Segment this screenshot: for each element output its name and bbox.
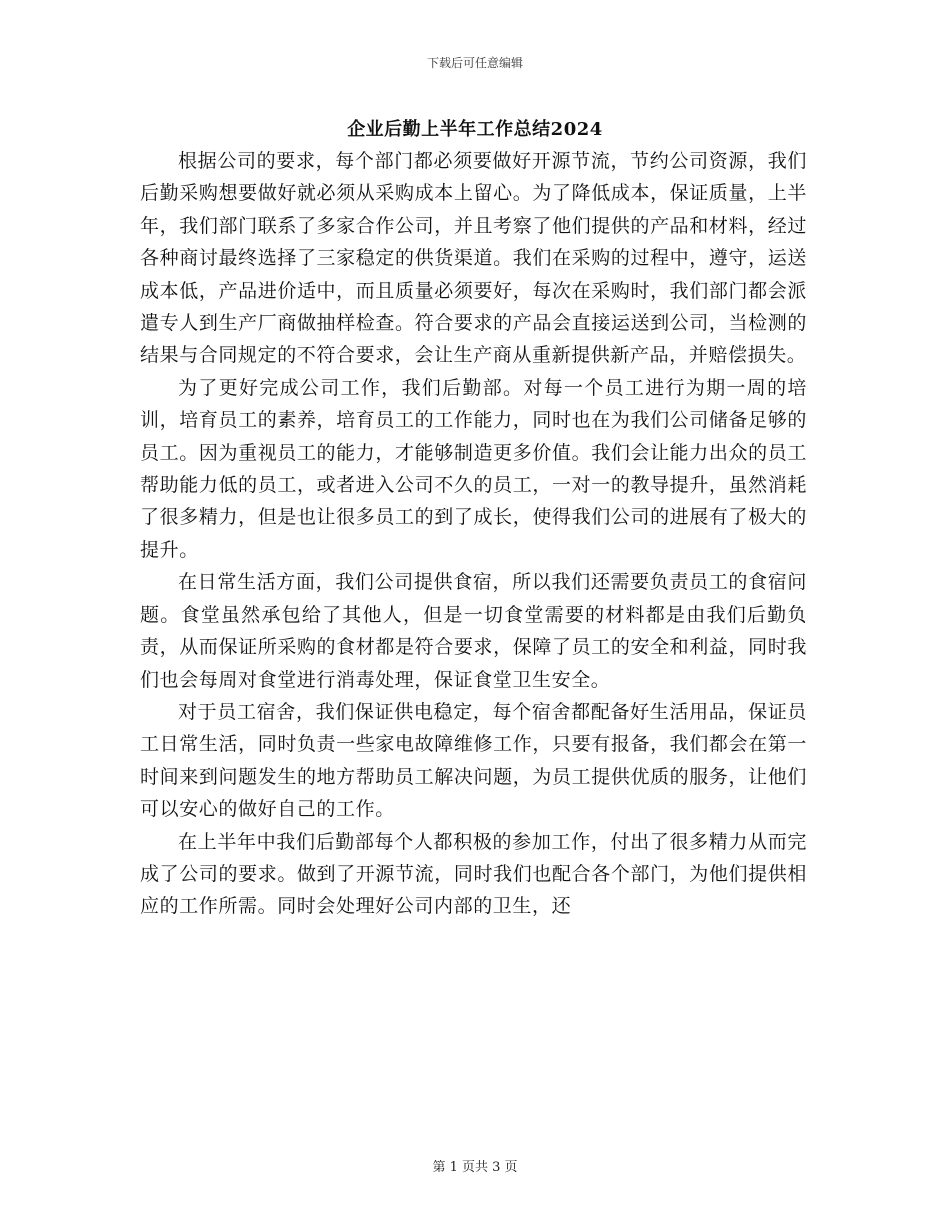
page-footer: 第 1 页共 3 页 <box>432 1160 518 1175</box>
paragraph-training: 为了更好完成公司工作，我们后勤部。对每一个员工进行为期一周的培训，培育员工的素养，培育员工的工作能力，同时也在为我们公司储备足够的员工。因为重视员工的能力，才能够制造更多价值。我们会让能力出众的员工帮助能力低的员工，或者进入公司不久的员工，一对一的教导提升，虽然消耗了很多精力，但是也让很多员工的到了成长，使得我们公司的进展有了极大的提升。 <box>140 376 807 561</box>
page-header: 下载后可任意编辑 <box>426 56 523 70</box>
paragraph-procurement: 根据公司的要求，每个部门都必须要做好开源节流，节约公司资源，我们后勤采购想要做好就必须从采购成本上留心。为了降低成本，保证质量，上半年，我们部门联系了多家合作公司，并且考察了他们提供的产品和材料，经过各种商讨最终选择了三家稳定的供货渠道。我们在采购的过程中，遵守，运送成本低，产品进价适中，而且质量必须要好，每次在采购时，我们部门都会派遣专人到生产厂商做抽样检查。符合要求的产品会直接运送到公司，当检测的结果与合同规定的不符合要求，会让生产商从重新提供新产品，并赔偿损失。 <box>140 150 807 367</box>
paragraph-dormitory: 对于员工宿舍，我们保证供电稳定，每个宿舍都配备好生活用品，保证员工日常生活，同时负责一些家电故障维修工作，只要有报备，我们都会在第一时间来到问题发生的地方帮助员工解决问题，为员工提供优质的服务，让他们可以安心的做好自己的工作。 <box>140 700 807 821</box>
paragraph-canteen: 在日常生活方面，我们公司提供食宿，所以我们还需要负责员工的食宿问题。食堂虽然承包给了其他人，但是一切食堂需要的材料都是由我们后勤负责，从而保证所采购的食材都是符合要求，保障了员工的安全和利益，同时我们也会每周对食堂进行消毒处理，保证食堂卫生安全。 <box>140 571 807 691</box>
paragraph-summary: 在上半年中我们后勤部每个人都积极的参加工作，付出了很多精力从而完成了公司的要求。做到了开源节流，同时我们也配合各个部门，为他们提供相应的工作所需。同时会处理好公司内部的卫生，还 <box>140 830 807 918</box>
document-body <box>140 145 807 923</box>
document-title: 企业后勤上半年工作总结2024 <box>347 119 603 140</box>
